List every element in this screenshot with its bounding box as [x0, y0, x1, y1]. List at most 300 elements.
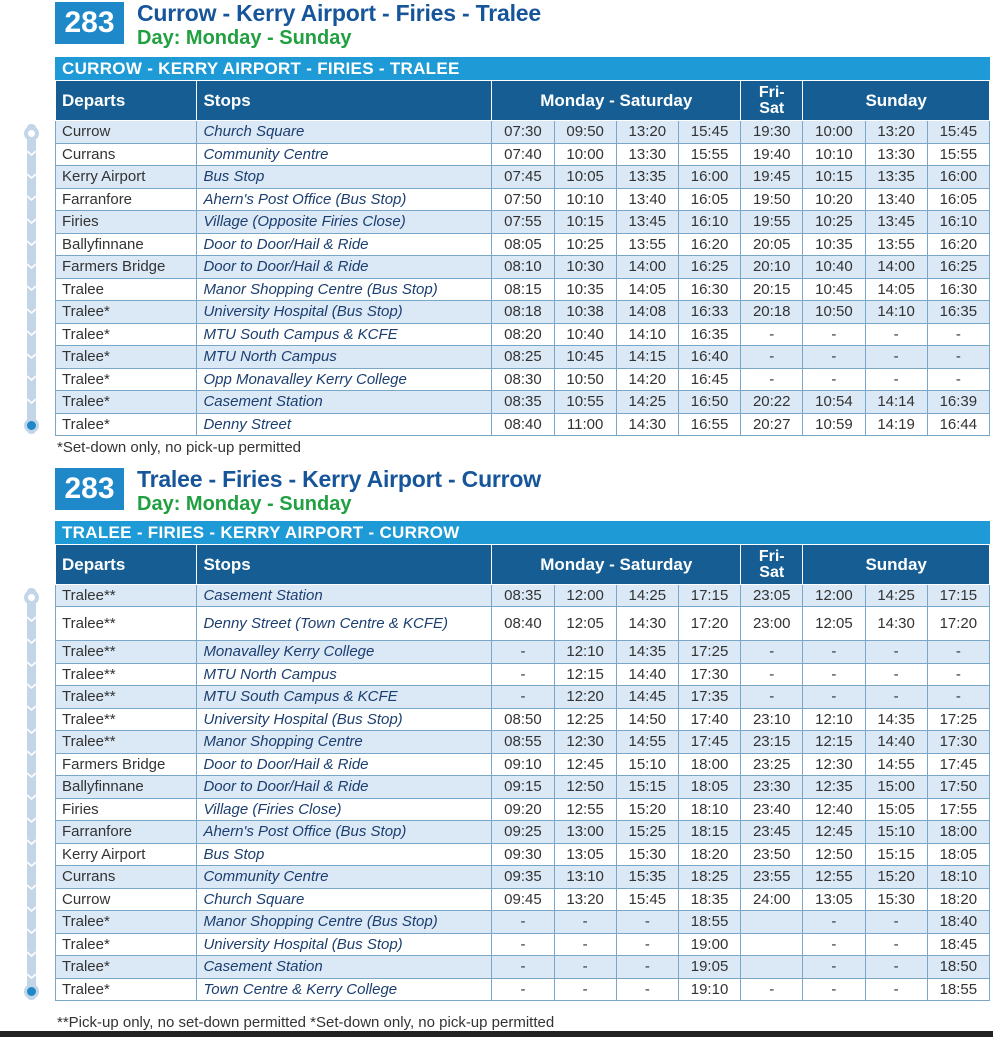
- chevron-down-icon: [26, 285, 37, 291]
- time-cell: 16:33: [678, 301, 740, 324]
- time-cell: 14:45: [616, 686, 678, 709]
- time-cell: 19:45: [741, 166, 803, 189]
- time-cell: 12:55: [554, 798, 616, 821]
- time-cell: -: [616, 978, 678, 1001]
- time-cell: -: [616, 933, 678, 956]
- chevron-down-icon: [26, 928, 37, 934]
- time-cell: 13:30: [865, 143, 927, 166]
- time-cell: 08:55: [492, 731, 554, 754]
- table-row: [56, 843, 990, 866]
- time-cell: 15:05: [865, 798, 927, 821]
- time-cell: -: [741, 663, 803, 686]
- time-cell: 16:05: [678, 188, 740, 211]
- time-cell: -: [492, 641, 554, 664]
- time-cell: 13:05: [554, 843, 616, 866]
- stop-cell: Church Square: [197, 121, 492, 144]
- departs-cell: Currow: [56, 888, 197, 911]
- route-number-badge: 283: [55, 2, 124, 44]
- time-cell: 15:55: [927, 143, 989, 166]
- time-cell: -: [803, 933, 865, 956]
- time-cell: 10:25: [803, 211, 865, 234]
- time-cell: 07:40: [492, 143, 554, 166]
- time-cell: -: [865, 978, 927, 1001]
- time-cell: 11:00: [554, 413, 616, 436]
- time-cell: -: [803, 978, 865, 1001]
- chevron-down-icon: [26, 817, 37, 823]
- departs-cell: Tralee*: [56, 413, 197, 436]
- stop-cell: University Hospital (Bus Stop): [197, 933, 492, 956]
- time-cell: 10:45: [803, 278, 865, 301]
- time-cell: 19:50: [741, 188, 803, 211]
- time-cell: 15:20: [616, 798, 678, 821]
- time-cell: 14:50: [616, 708, 678, 731]
- table-row: [56, 731, 990, 754]
- time-cell: 13:40: [616, 188, 678, 211]
- time-cell: 16:35: [927, 301, 989, 324]
- time-cell: 24:00: [741, 888, 803, 911]
- stop-cell: Opp Monavalley Kerry College: [197, 368, 492, 391]
- time-cell: 10:30: [554, 256, 616, 279]
- time-cell: 08:35: [492, 391, 554, 414]
- time-cell: 14:10: [616, 323, 678, 346]
- time-cell: -: [741, 686, 803, 709]
- chevron-down-icon: [26, 173, 37, 179]
- table-row: [56, 278, 990, 301]
- table-row: [56, 641, 990, 664]
- table-row: [56, 753, 990, 776]
- time-cell: -: [927, 323, 989, 346]
- time-cell: 10:54: [803, 391, 865, 414]
- route-timeline: [24, 124, 38, 434]
- timetable-body: [56, 585, 990, 1001]
- table-row: [56, 663, 990, 686]
- chevron-down-icon: [26, 195, 37, 201]
- route-end-dot-icon: [24, 418, 39, 433]
- stop-cell: Community Centre: [197, 143, 492, 166]
- time-cell: 12:35: [803, 776, 865, 799]
- departs-cell: Tralee**: [56, 585, 197, 607]
- chevron-down-icon: [26, 794, 37, 800]
- chevron-down-icon: [26, 375, 37, 381]
- time-cell: 20:10: [741, 256, 803, 279]
- time-cell: -: [927, 346, 989, 369]
- time-cell: 17:30: [927, 731, 989, 754]
- time-cell: 17:45: [678, 731, 740, 754]
- time-cell: 16:45: [678, 368, 740, 391]
- time-cell: 12:00: [803, 585, 865, 607]
- time-cell: 16:39: [927, 391, 989, 414]
- time-cell: 16:05: [927, 188, 989, 211]
- stop-cell: Village (Opposite Firies Close): [197, 211, 492, 234]
- departs-cell: Tralee**: [56, 641, 197, 664]
- time-cell: 14:25: [616, 391, 678, 414]
- stop-cell: Casement Station: [197, 956, 492, 979]
- chevron-down-icon: [26, 772, 37, 778]
- time-cell: 18:25: [678, 866, 740, 889]
- bottom-edge-strip: [0, 1031, 993, 1037]
- time-cell: -: [865, 933, 927, 956]
- timetable: [55, 544, 990, 1001]
- time-cell: -: [803, 323, 865, 346]
- time-cell: 14:05: [865, 278, 927, 301]
- time-cell: 12:10: [554, 641, 616, 664]
- time-cell: 15:45: [678, 121, 740, 144]
- time-cell: 13:20: [554, 888, 616, 911]
- time-cell: 23:10: [741, 708, 803, 731]
- time-cell: -: [492, 978, 554, 1001]
- time-cell: 14:35: [616, 641, 678, 664]
- time-cell: 16:30: [927, 278, 989, 301]
- time-cell: -: [803, 368, 865, 391]
- time-cell: 20:05: [741, 233, 803, 256]
- time-cell: 15:00: [865, 776, 927, 799]
- table-row: [56, 911, 990, 934]
- time-cell: 14:55: [865, 753, 927, 776]
- time-cell: -: [803, 641, 865, 664]
- time-cell: 17:30: [678, 663, 740, 686]
- departs-cell: Currow: [56, 121, 197, 144]
- section-bar: CURROW - KERRY AIRPORT - FIRIES - TRALEE: [55, 57, 990, 80]
- time-cell: 17:25: [678, 641, 740, 664]
- time-cell: -: [492, 956, 554, 979]
- time-cell: 18:00: [927, 821, 989, 844]
- time-cell: 13:05: [803, 888, 865, 911]
- stop-cell: Church Square: [197, 888, 492, 911]
- time-cell: 07:50: [492, 188, 554, 211]
- time-cell: 17:50: [927, 776, 989, 799]
- stop-cell: MTU North Campus: [197, 346, 492, 369]
- time-cell: 16:25: [927, 256, 989, 279]
- time-cell: -: [865, 911, 927, 934]
- chevron-down-icon: [26, 705, 37, 711]
- departs-cell: Farranfore: [56, 821, 197, 844]
- stop-cell: Casement Station: [197, 585, 492, 607]
- time-cell: -: [554, 933, 616, 956]
- time-cell: 08:50: [492, 708, 554, 731]
- table-row: [56, 607, 990, 641]
- stop-cell: Casement Station: [197, 391, 492, 414]
- time-cell: 12:50: [803, 843, 865, 866]
- time-cell: 19:55: [741, 211, 803, 234]
- time-cell: 18:55: [678, 911, 740, 934]
- time-cell: 16:25: [678, 256, 740, 279]
- time-cell: 15:15: [865, 843, 927, 866]
- table-row: [56, 211, 990, 234]
- time-cell: 18:10: [678, 798, 740, 821]
- chevron-down-icon: [26, 951, 37, 957]
- time-cell: 17:20: [678, 607, 740, 641]
- time-cell: -: [741, 346, 803, 369]
- time-cell: 16:00: [678, 166, 740, 189]
- time-cell: -: [492, 911, 554, 934]
- time-cell: -: [803, 663, 865, 686]
- time-cell: 18:05: [927, 843, 989, 866]
- section-bar: TRALEE - FIRIES - KERRY AIRPORT - CURROW: [55, 521, 990, 544]
- time-cell: 08:30: [492, 368, 554, 391]
- time-cell: 07:45: [492, 166, 554, 189]
- footnote: *Set-down only, no pick-up permitted: [57, 439, 302, 456]
- header-stops: Stops: [197, 81, 492, 121]
- time-cell: 13:35: [865, 166, 927, 189]
- time-cell: 10:10: [803, 143, 865, 166]
- time-cell: 14:00: [616, 256, 678, 279]
- header-fri-sat: [741, 545, 803, 585]
- time-cell: 13:35: [616, 166, 678, 189]
- time-cell: 12:30: [803, 753, 865, 776]
- stop-cell: Ahern's Post Office (Bus Stop): [197, 821, 492, 844]
- time-cell: 23:25: [741, 753, 803, 776]
- time-cell: 09:10: [492, 753, 554, 776]
- time-cell: 14:40: [616, 663, 678, 686]
- departs-cell: Firies: [56, 798, 197, 821]
- time-cell: 13:45: [616, 211, 678, 234]
- route-title: Tralee - Firies - Kerry Airport - Currow: [137, 466, 541, 492]
- time-cell: 17:35: [678, 686, 740, 709]
- table-row: [56, 888, 990, 911]
- time-cell: 23:55: [741, 866, 803, 889]
- route-start-circle-icon: [24, 126, 39, 141]
- time-cell: -: [554, 978, 616, 1001]
- stop-cell: Door to Door/Hail & Ride: [197, 256, 492, 279]
- time-cell: 12:30: [554, 731, 616, 754]
- time-cell: 12:15: [554, 663, 616, 686]
- time-cell: 10:40: [803, 256, 865, 279]
- time-cell: 15:30: [616, 843, 678, 866]
- time-cell: -: [865, 323, 927, 346]
- time-cell: 19:05: [678, 956, 740, 979]
- header-fri-sat: [741, 81, 803, 121]
- time-cell: 13:10: [554, 866, 616, 889]
- stop-cell: University Hospital (Bus Stop): [197, 301, 492, 324]
- chevron-down-icon: [26, 906, 37, 912]
- time-cell: 13:00: [554, 821, 616, 844]
- time-cell: 13:30: [616, 143, 678, 166]
- departs-cell: Tralee**: [56, 686, 197, 709]
- time-cell: 15:10: [865, 821, 927, 844]
- time-cell: 10:25: [554, 233, 616, 256]
- time-cell: -: [865, 686, 927, 709]
- departs-cell: Ballyfinnane: [56, 233, 197, 256]
- chevron-down-icon: [26, 353, 37, 359]
- time-cell: 10:00: [554, 143, 616, 166]
- stop-cell: Denny Street (Town Centre & KCFE): [197, 607, 492, 641]
- time-cell: 16:30: [678, 278, 740, 301]
- time-cell: 18:35: [678, 888, 740, 911]
- header-monday-saturday: Monday - Saturday: [492, 81, 741, 121]
- table-row: [56, 166, 990, 189]
- time-cell: 10:59: [803, 413, 865, 436]
- time-cell: -: [803, 956, 865, 979]
- time-cell: 14:05: [616, 278, 678, 301]
- time-cell: 07:30: [492, 121, 554, 144]
- table-row: [56, 346, 990, 369]
- time-cell: 23:15: [741, 731, 803, 754]
- time-cell: 18:05: [678, 776, 740, 799]
- footnote: **Pick-up only, no set-down permitted *Set-down only, no pick-up permitted: [57, 1014, 555, 1031]
- time-cell: 16:35: [678, 323, 740, 346]
- chevron-down-icon: [26, 884, 37, 890]
- time-cell: 10:40: [554, 323, 616, 346]
- time-cell: 13:20: [865, 121, 927, 144]
- time-cell: [741, 911, 803, 934]
- time-cell: 14:55: [616, 731, 678, 754]
- departs-cell: Tralee*: [56, 301, 197, 324]
- time-cell: 09:35: [492, 866, 554, 889]
- time-cell: 09:25: [492, 821, 554, 844]
- time-cell: 17:20: [927, 607, 989, 641]
- time-cell: 20:18: [741, 301, 803, 324]
- time-cell: 08:18: [492, 301, 554, 324]
- chevron-down-icon: [26, 728, 37, 734]
- time-cell: -: [865, 956, 927, 979]
- departs-cell: Ballyfinnane: [56, 776, 197, 799]
- time-cell: 09:20: [492, 798, 554, 821]
- time-cell: -: [616, 911, 678, 934]
- time-cell: 12:20: [554, 686, 616, 709]
- stop-cell: Monavalley Kerry College: [197, 641, 492, 664]
- chevron-down-icon: [26, 683, 37, 689]
- time-cell: 20:27: [741, 413, 803, 436]
- chevron-down-icon: [26, 661, 37, 667]
- time-cell: 09:45: [492, 888, 554, 911]
- time-cell: 14:20: [616, 368, 678, 391]
- time-cell: 08:15: [492, 278, 554, 301]
- time-cell: 17:15: [678, 585, 740, 607]
- time-cell: 08:40: [492, 607, 554, 641]
- time-cell: 20:22: [741, 391, 803, 414]
- header-departs: Departs: [56, 545, 197, 585]
- time-cell: 09:15: [492, 776, 554, 799]
- time-cell: 10:10: [554, 188, 616, 211]
- time-cell: 12:50: [554, 776, 616, 799]
- time-cell: 14:08: [616, 301, 678, 324]
- table-row: [56, 256, 990, 279]
- time-cell: 10:55: [554, 391, 616, 414]
- time-cell: -: [803, 346, 865, 369]
- table-row: [56, 956, 990, 979]
- timetable-body: [56, 121, 990, 436]
- stop-cell: Manor Shopping Centre (Bus Stop): [197, 278, 492, 301]
- time-cell: 15:20: [865, 866, 927, 889]
- departs-cell: Tralee*: [56, 933, 197, 956]
- time-cell: 13:40: [865, 188, 927, 211]
- time-cell: -: [927, 663, 989, 686]
- table-row: [56, 978, 990, 1001]
- route-day: Day: Monday - Sunday: [137, 493, 352, 515]
- chevron-down-icon: [26, 308, 37, 314]
- time-cell: -: [865, 663, 927, 686]
- time-cell: 20:15: [741, 278, 803, 301]
- time-cell: 19:40: [741, 143, 803, 166]
- route-end-dot-icon: [24, 984, 39, 999]
- departs-cell: Tralee**: [56, 607, 197, 641]
- time-cell: 18:55: [927, 978, 989, 1001]
- table-row: [56, 233, 990, 256]
- time-cell: 18:10: [927, 866, 989, 889]
- departs-cell: Currans: [56, 143, 197, 166]
- time-cell: 14:15: [616, 346, 678, 369]
- table-row: [56, 866, 990, 889]
- time-cell: 13:20: [616, 121, 678, 144]
- table-row: [56, 121, 990, 144]
- time-cell: 15:35: [616, 866, 678, 889]
- stop-cell: Town Centre & Kerry College: [197, 978, 492, 1001]
- stop-cell: Bus Stop: [197, 166, 492, 189]
- time-cell: 16:20: [927, 233, 989, 256]
- time-cell: 12:55: [803, 866, 865, 889]
- time-cell: -: [741, 368, 803, 391]
- time-cell: 16:10: [927, 211, 989, 234]
- time-cell: 10:45: [554, 346, 616, 369]
- time-cell: 10:35: [803, 233, 865, 256]
- table-row: [56, 686, 990, 709]
- time-cell: 09:50: [554, 121, 616, 144]
- time-cell: 15:30: [865, 888, 927, 911]
- chevron-down-icon: [26, 638, 37, 644]
- stop-cell: University Hospital (Bus Stop): [197, 708, 492, 731]
- header-fri-sat-label: Fri- Sat: [758, 83, 785, 117]
- time-cell: 23:05: [741, 585, 803, 607]
- table-row: [56, 301, 990, 324]
- departs-cell: Kerry Airport: [56, 166, 197, 189]
- time-cell: 17:25: [927, 708, 989, 731]
- table-row: [56, 776, 990, 799]
- time-cell: 14:10: [865, 301, 927, 324]
- header-monday-saturday: Monday - Saturday: [492, 545, 741, 585]
- time-cell: 08:05: [492, 233, 554, 256]
- header-sunday: Sunday: [803, 81, 990, 121]
- time-cell: 16:20: [678, 233, 740, 256]
- time-cell: 13:55: [865, 233, 927, 256]
- chevron-down-icon: [26, 263, 37, 269]
- time-cell: 10:05: [554, 166, 616, 189]
- header-sunday: Sunday: [803, 545, 990, 585]
- time-cell: 12:10: [803, 708, 865, 731]
- time-cell: 16:00: [927, 166, 989, 189]
- departs-cell: Tralee**: [56, 731, 197, 754]
- time-cell: 12:45: [554, 753, 616, 776]
- stop-cell: Ahern's Post Office (Bus Stop): [197, 188, 492, 211]
- time-cell: 14:35: [865, 708, 927, 731]
- departs-cell: Tralee*: [56, 323, 197, 346]
- table-row: [56, 933, 990, 956]
- time-cell: -: [865, 346, 927, 369]
- time-cell: 10:50: [554, 368, 616, 391]
- stop-cell: Door to Door/Hail & Ride: [197, 233, 492, 256]
- route-day: Day: Monday - Sunday: [137, 27, 352, 49]
- time-cell: 19:10: [678, 978, 740, 1001]
- time-cell: 18:40: [927, 911, 989, 934]
- stop-cell: Bus Stop: [197, 843, 492, 866]
- time-cell: 15:25: [616, 821, 678, 844]
- time-cell: -: [492, 663, 554, 686]
- timetable: [55, 80, 990, 436]
- time-cell: 18:20: [678, 843, 740, 866]
- chevron-down-icon: [26, 616, 37, 622]
- time-cell: 12:15: [803, 731, 865, 754]
- time-cell: 23:30: [741, 776, 803, 799]
- time-cell: -: [741, 978, 803, 1001]
- time-cell: 18:45: [927, 933, 989, 956]
- table-row: [56, 708, 990, 731]
- time-cell: 12:00: [554, 585, 616, 607]
- table-row: [56, 323, 990, 346]
- route-title: Currow - Kerry Airport - Firies - Tralee: [137, 0, 541, 26]
- time-cell: 08:35: [492, 585, 554, 607]
- time-cell: 15:55: [678, 143, 740, 166]
- table-row: [56, 143, 990, 166]
- route-start-circle-icon: [24, 590, 39, 605]
